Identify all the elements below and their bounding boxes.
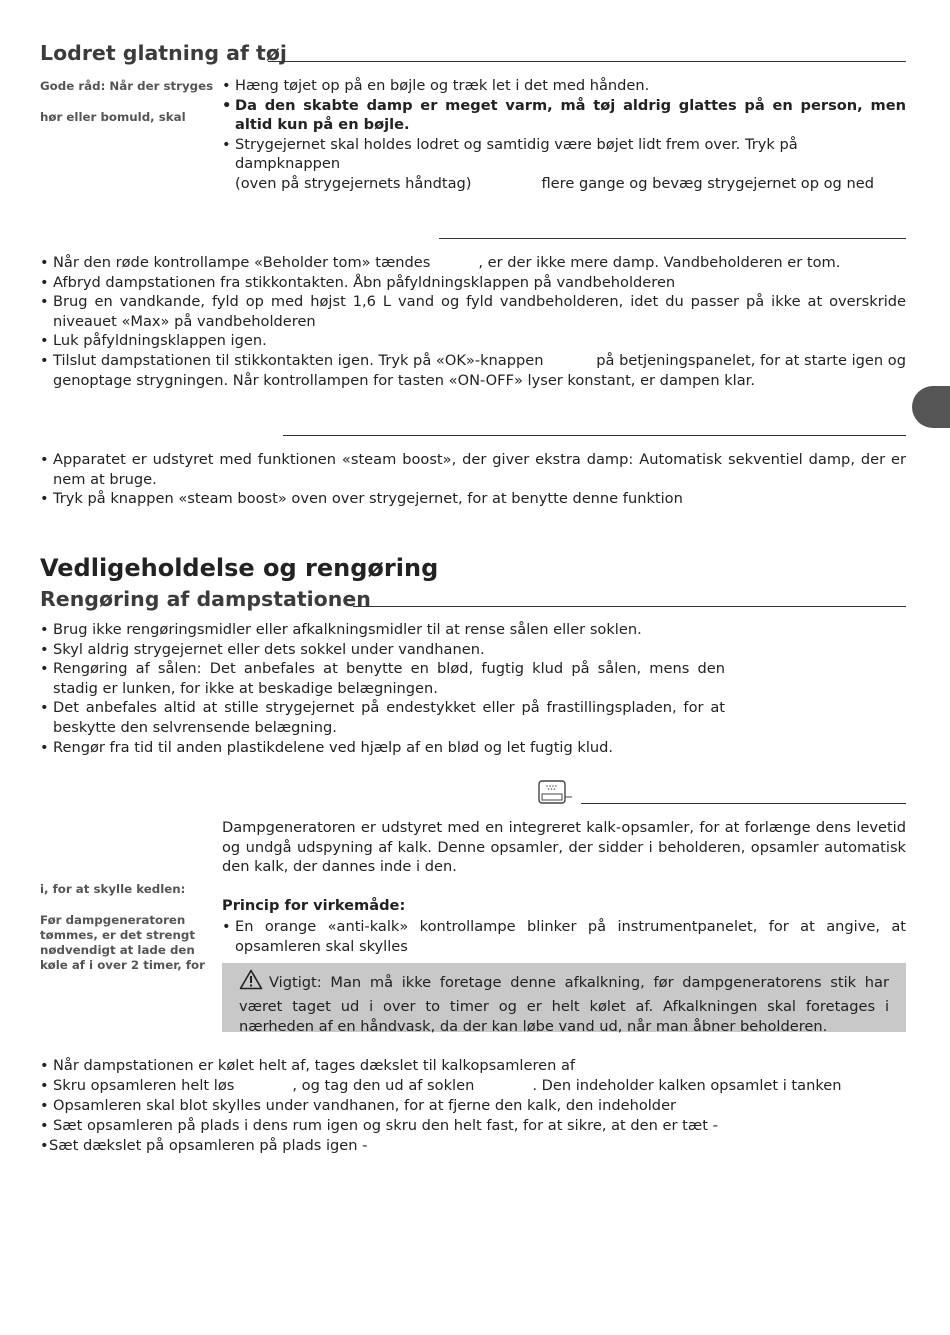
title-rule <box>353 606 906 607</box>
refill-list <box>40 253 906 390</box>
list-item: • Tryk på knappen «steam boost» oven over strygejernet, for at benytte denne funktion <box>40 489 906 509</box>
list-item: • Luk påfyldningsklappen igen. <box>40 331 906 351</box>
list-item: • Hæng tøjet op på en bøjle og træk let i det med hånden. <box>222 76 906 96</box>
list-item: • Brug ikke rengøringsmidler eller afkalkningsmidler til at rense sålen eller soklen. <box>40 620 725 640</box>
subheading-cleaning: Rengøring af dampstationen <box>40 587 371 611</box>
list-item: • Når den røde kontrollampe «Beholder tom» tændes , er der ikke mere damp. Vandbeholderen er tom. <box>40 253 906 273</box>
side-note-line2: hør eller bomuld, skal <box>40 110 186 124</box>
warning-text: Vigtigt: Man må ikke foretage denne afkalkning, før dampgeneratorens stik har været taget ud i over to timer og er helt kølet af. Afkalkningen skal foretages i nærheden af en håndvask, da der kan løbe vand ud, når man åbner beholderen. <box>239 974 889 1036</box>
section-rule <box>581 803 906 804</box>
list-item: • Brug en vandkande, fyld op med højst 1,6 L vand og fyld vandbeholderen, idet du passer på ikke at overskride niveauet «Max» på vandbeholderen <box>40 292 906 331</box>
list-item: • Når dampstationen er kølet helt af, tages dækslet til kalkopsamleren af <box>40 1056 906 1076</box>
vertical-steaming-list <box>222 76 906 194</box>
list-item: • Afbryd dampstationen fra stikkontakten. Åbn påfyldningsklappen på vandbeholderen <box>40 273 906 293</box>
side-note-line1: Gode råd: Når der stryges <box>40 79 214 93</box>
list-item: • Skyl aldrig strygejernet eller dets sokkel under vandhanen. <box>40 640 725 660</box>
section-rule <box>439 238 906 239</box>
list-item-warning: • Da den skabte damp er meget varm, må tøj aldrig glattes på en person, men altid kun på en bøjle. <box>222 96 906 135</box>
list-item: • En orange «anti-kalk» kontrollampe blinker på instrumentpanelet, for at angive, at opsamleren skal skylles <box>222 917 906 956</box>
list-item: • Strygejernet skal holdes lodret og samtidig være bøjet lidt frem over. Tryk på dampknappen (oven på strygejernets håndtag) flere gange og bevæg strygejernet op og ned <box>222 135 906 194</box>
warning-box <box>222 963 906 1036</box>
section-rule <box>283 435 906 436</box>
descaling-steps-list <box>40 1056 906 1156</box>
list-item: • Sæt dækslet på opsamleren på plads igen - <box>40 1136 906 1156</box>
chapter-tab <box>912 386 950 428</box>
list-item: • Rengøring af sålen: Det anbefales at benytte en blød, fugtig klud på sålen, mens den stadig er lunken, for ikke at beskadige belægningen. <box>40 659 725 698</box>
list-item: • Skru opsamleren helt løs , og tag den ud af soklen . Den indeholder kalken opsamlet i tanken <box>40 1076 906 1096</box>
section-title-vertical-steaming: Lodret glatning af tøj <box>40 41 287 65</box>
descaling-intro: Dampgeneratoren er udstyret med en integreret kalk-opsamler, for at forlænge dens levetid og undgå udspyning af kalk. Denne opsamler, der sidder i beholderen, opsamler automatisk den kalk, der dannes inde i den. <box>222 819 906 876</box>
list-item: • Tilslut dampstationen til stikkontakten igen. Tryk på «OK»-knappen på betjeningspanelet, for at starte igen og genoptage strygningen. Når kontrollampen for tasten «ON-OFF» lyser konstant, er dampen klar. <box>40 351 906 390</box>
principle-title: Princip for virkemåde: <box>222 897 406 914</box>
steam-kettle-icon <box>537 779 577 811</box>
heading-maintenance: Vedligeholdelse og rengøring <box>40 554 439 582</box>
principle-list <box>222 917 906 956</box>
side-note-rinse: i, for at skylle kedlen: <box>40 882 186 896</box>
list-item: • Sæt opsamleren på plads i dens rum igen og skru den helt fast, for at sikre, at den er tæt - <box>40 1116 906 1136</box>
list-item: • Apparatet er udstyret med funktionen «steam boost», der giver ekstra damp: Automatisk sekventiel damp, der er nem at bruge. <box>40 450 906 489</box>
title-rule <box>268 61 906 62</box>
list-item: • Opsamleren skal blot skylles under vandhanen, for at fjerne den kalk, den indeholder <box>40 1096 906 1116</box>
steam-boost-list <box>40 450 906 509</box>
list-item: • Det anbefales altid at stille strygejernet på endestykket eller på frastillingspladen, for at beskytte den selvrensende belægning. <box>40 698 725 737</box>
list-item: • Rengør fra tid til anden plastikdelene ved hjælp af en blød og let fugtig klud. <box>40 738 725 758</box>
warning-triangle-icon <box>239 969 263 997</box>
cleaning-list <box>40 620 725 757</box>
side-note-cooling: Før dampgeneratoren tømmes, er det strengt nødvendigt at lade den køle af i over 2 timer, for <box>40 913 205 972</box>
